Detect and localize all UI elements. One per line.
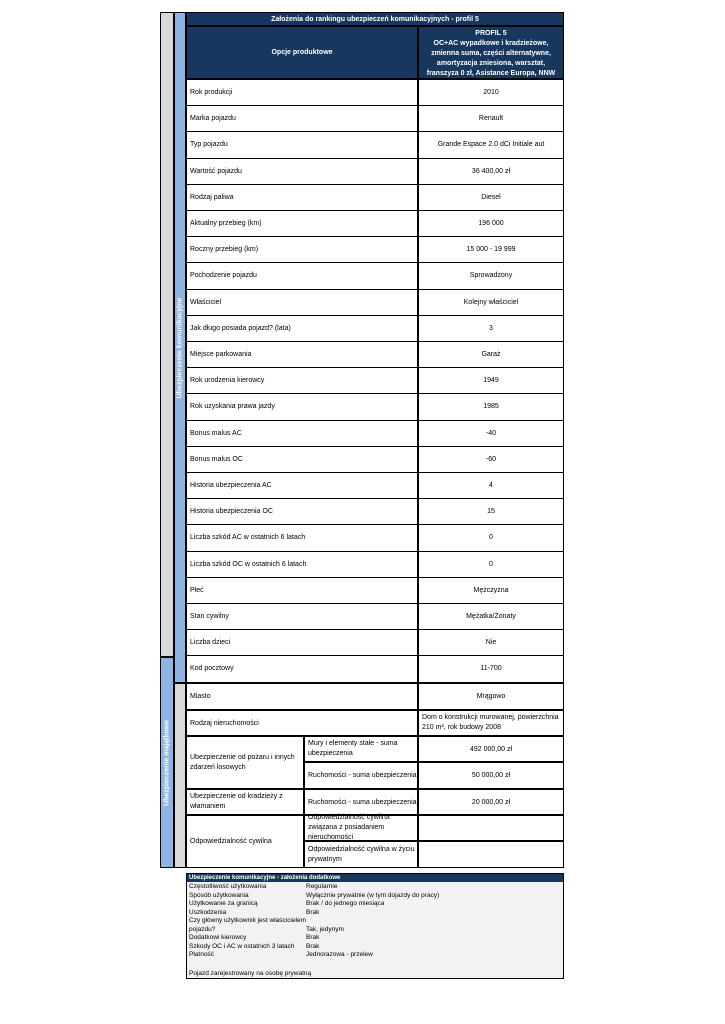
liability-label: Odpowiedzialność cywilna bbox=[186, 815, 304, 868]
row-value: -40 bbox=[418, 420, 564, 447]
row-value: 11-700 bbox=[418, 655, 564, 682]
row-label: Stan cywilny bbox=[186, 603, 418, 630]
additional-footer: Pojazd zarejestrowany na osobę prywatną bbox=[189, 970, 312, 977]
row-label: Liczba szkód AC w ostatnich 6 latach bbox=[186, 524, 418, 551]
additional-row-value: Jednorazowa - przelew bbox=[306, 951, 373, 958]
additional-row-label: Szkody OC i AC w ostatnich 3 latach bbox=[189, 942, 295, 950]
city-value: Mrągowo bbox=[418, 683, 564, 710]
additional-row-label: pojazdu? bbox=[189, 925, 216, 933]
row-value: 2010 bbox=[418, 79, 564, 106]
row-label: Pochodzenie pojazdu bbox=[186, 262, 418, 289]
liability-sub2-value bbox=[418, 841, 564, 868]
row-value: 0 bbox=[418, 524, 564, 551]
additional-row-label: Płatność bbox=[189, 951, 214, 958]
row-label: Rok urodzenia kierowcy bbox=[186, 367, 418, 394]
row-label: Marka pojazdu bbox=[186, 105, 418, 132]
property-side-grey-strip bbox=[174, 683, 186, 868]
motor-side-blue-strip bbox=[174, 12, 186, 683]
row-value: -60 bbox=[418, 446, 564, 473]
motor-side-label: Ubezpieczenie komunikacyjne bbox=[176, 297, 184, 398]
fire-sub2-label: Ruchomości - suma ubezpieczenia bbox=[304, 762, 418, 789]
row-value: 36 400,00 zł bbox=[418, 158, 564, 185]
realty-value: Dom o konstrukcji murowanej, powierzchnia 210 m², rok budowy 2008 bbox=[418, 710, 564, 736]
theft-label: Ubezpieczenie od kradzieży z włamaniem bbox=[186, 789, 304, 815]
fire-sub1-value: 492 000,00 zł bbox=[418, 736, 564, 762]
additional-row-value: Tak, jedynym bbox=[306, 925, 344, 933]
fire-sub1-label: Mury i elementy stałe - suma ubezpieczenia bbox=[304, 736, 418, 762]
additional-row-label: Częstotliwość użytkowania bbox=[189, 883, 267, 890]
row-label: Aktualny przebieg (km) bbox=[186, 210, 418, 237]
additional-row-label: Czy główny użytkownik jest właścicielem bbox=[189, 917, 307, 924]
property-side-label: Ubezpieczenie majątkowe bbox=[163, 719, 171, 806]
row-value: 1949 bbox=[418, 367, 564, 394]
liability-sub2-label: Odpowiedzialność cywilna w życiu prywatnym bbox=[304, 841, 418, 868]
row-label: Historia ubezpieczenia OC bbox=[186, 498, 418, 525]
additional-row-label: Użytkowanie za granicą bbox=[189, 900, 258, 907]
options-header bbox=[186, 26, 418, 79]
row-value: 3 bbox=[418, 315, 564, 342]
page-title: Założenia do rankingu ubezpieczeń komunikacyjnych - profil 5 bbox=[186, 12, 564, 26]
row-label: Typ pojazdu bbox=[186, 131, 418, 158]
options-header-label: Opcje produktowe bbox=[271, 49, 333, 56]
additional-row-value: Brak / do jednego miesiąca bbox=[306, 900, 385, 907]
property-side-blue-strip bbox=[160, 657, 174, 868]
row-value: Mężatka/Żonaty bbox=[418, 603, 564, 630]
additional-row-label: Sposób użytkowania bbox=[189, 891, 249, 899]
row-value: Nie bbox=[418, 629, 564, 656]
row-label: Roczny przebieg (km) bbox=[186, 236, 418, 263]
additional-title: Ubezpieczenie komunikacyjne - założenia dodatkowe bbox=[187, 874, 563, 882]
additional-row-value: Regularnie bbox=[306, 883, 338, 890]
theft-sub-label: Ruchomości - suma ubezpieczenia bbox=[304, 789, 418, 815]
row-label: Liczba dzieci bbox=[186, 629, 418, 656]
row-value: 15 000 - 19 999 bbox=[418, 236, 564, 263]
fire-label: Ubezpieczenie od pożaru i innych zdarzeń losowych bbox=[186, 736, 304, 789]
row-label: Rodzaj paliwa bbox=[186, 184, 418, 211]
city-label: Miasto bbox=[186, 683, 418, 710]
row-label: Rok uzyskania prawa jazdy bbox=[186, 393, 418, 420]
realty-label: Rodzaj nieruchomości bbox=[186, 710, 418, 736]
additional-row-value: Brak bbox=[306, 942, 320, 950]
row-label: Bonus malus AC bbox=[186, 420, 418, 447]
row-label: Jak długo posiada pojazd? (lata) bbox=[186, 315, 418, 342]
row-value: Garaż bbox=[418, 341, 564, 368]
row-label: Bonus malus OC bbox=[186, 446, 418, 473]
row-label: Wartość pojazdu bbox=[186, 158, 418, 185]
profile-description: OC+AC wypadkowe i kradzieżowe, zmienna suma, części alternatywne, amortyzacja zniesiona, warsztat, franszyza 0 zł, Asistance Europa, NNW 12000 bbox=[426, 40, 556, 87]
additional-assumptions-box bbox=[186, 873, 564, 979]
motor-side-grey-strip bbox=[160, 12, 174, 657]
liability-sub1-value bbox=[418, 815, 564, 841]
liability-sub1-label: Odpowiedzialność cywilna związana z posiadaniem nieruchomości bbox=[304, 815, 418, 841]
fire-sub2-value: 50 000,00 zł bbox=[418, 762, 564, 789]
row-value: 0 bbox=[418, 551, 564, 578]
row-value: Renault bbox=[418, 105, 564, 132]
additional-row-label: Dodatkowi kierowcy bbox=[189, 934, 247, 941]
row-value: 15 bbox=[418, 498, 564, 525]
row-value: Diesel bbox=[418, 184, 564, 211]
row-label: Miejsce parkowania bbox=[186, 341, 418, 368]
additional-row-value: Brak bbox=[306, 934, 320, 941]
row-label: Rok produkcji bbox=[186, 79, 418, 106]
row-label: Liczba szkód OC w ostatnich 6 latach bbox=[186, 551, 418, 578]
additional-row-value: Brak bbox=[306, 908, 320, 916]
row-value: Grande Espace 2.0 dCi Initiale aut bbox=[418, 131, 564, 158]
row-label: Właściciel bbox=[186, 289, 418, 316]
row-value: 196 000 bbox=[418, 210, 564, 237]
row-label: Kod pocztowy bbox=[186, 655, 418, 682]
row-value: 1985 bbox=[418, 393, 564, 420]
row-label: Płeć bbox=[186, 577, 418, 604]
row-value: 4 bbox=[418, 472, 564, 499]
additional-row-label: Uszkodzenia bbox=[189, 908, 227, 916]
row-value: Kolejny właściciel bbox=[418, 289, 564, 316]
row-label: Historia ubezpieczenia AC bbox=[186, 472, 418, 499]
profile-header bbox=[418, 26, 564, 87]
row-value: Sprowadzony bbox=[418, 262, 564, 289]
theft-sub-value: 20 000,00 zł bbox=[418, 789, 564, 815]
profile-label: PROFIL 5 bbox=[475, 30, 507, 37]
additional-row-value: Wyłącznie prywatnie (w tym dojazdy do pracy) bbox=[306, 891, 440, 899]
row-value: Mężczyzna bbox=[418, 577, 564, 604]
